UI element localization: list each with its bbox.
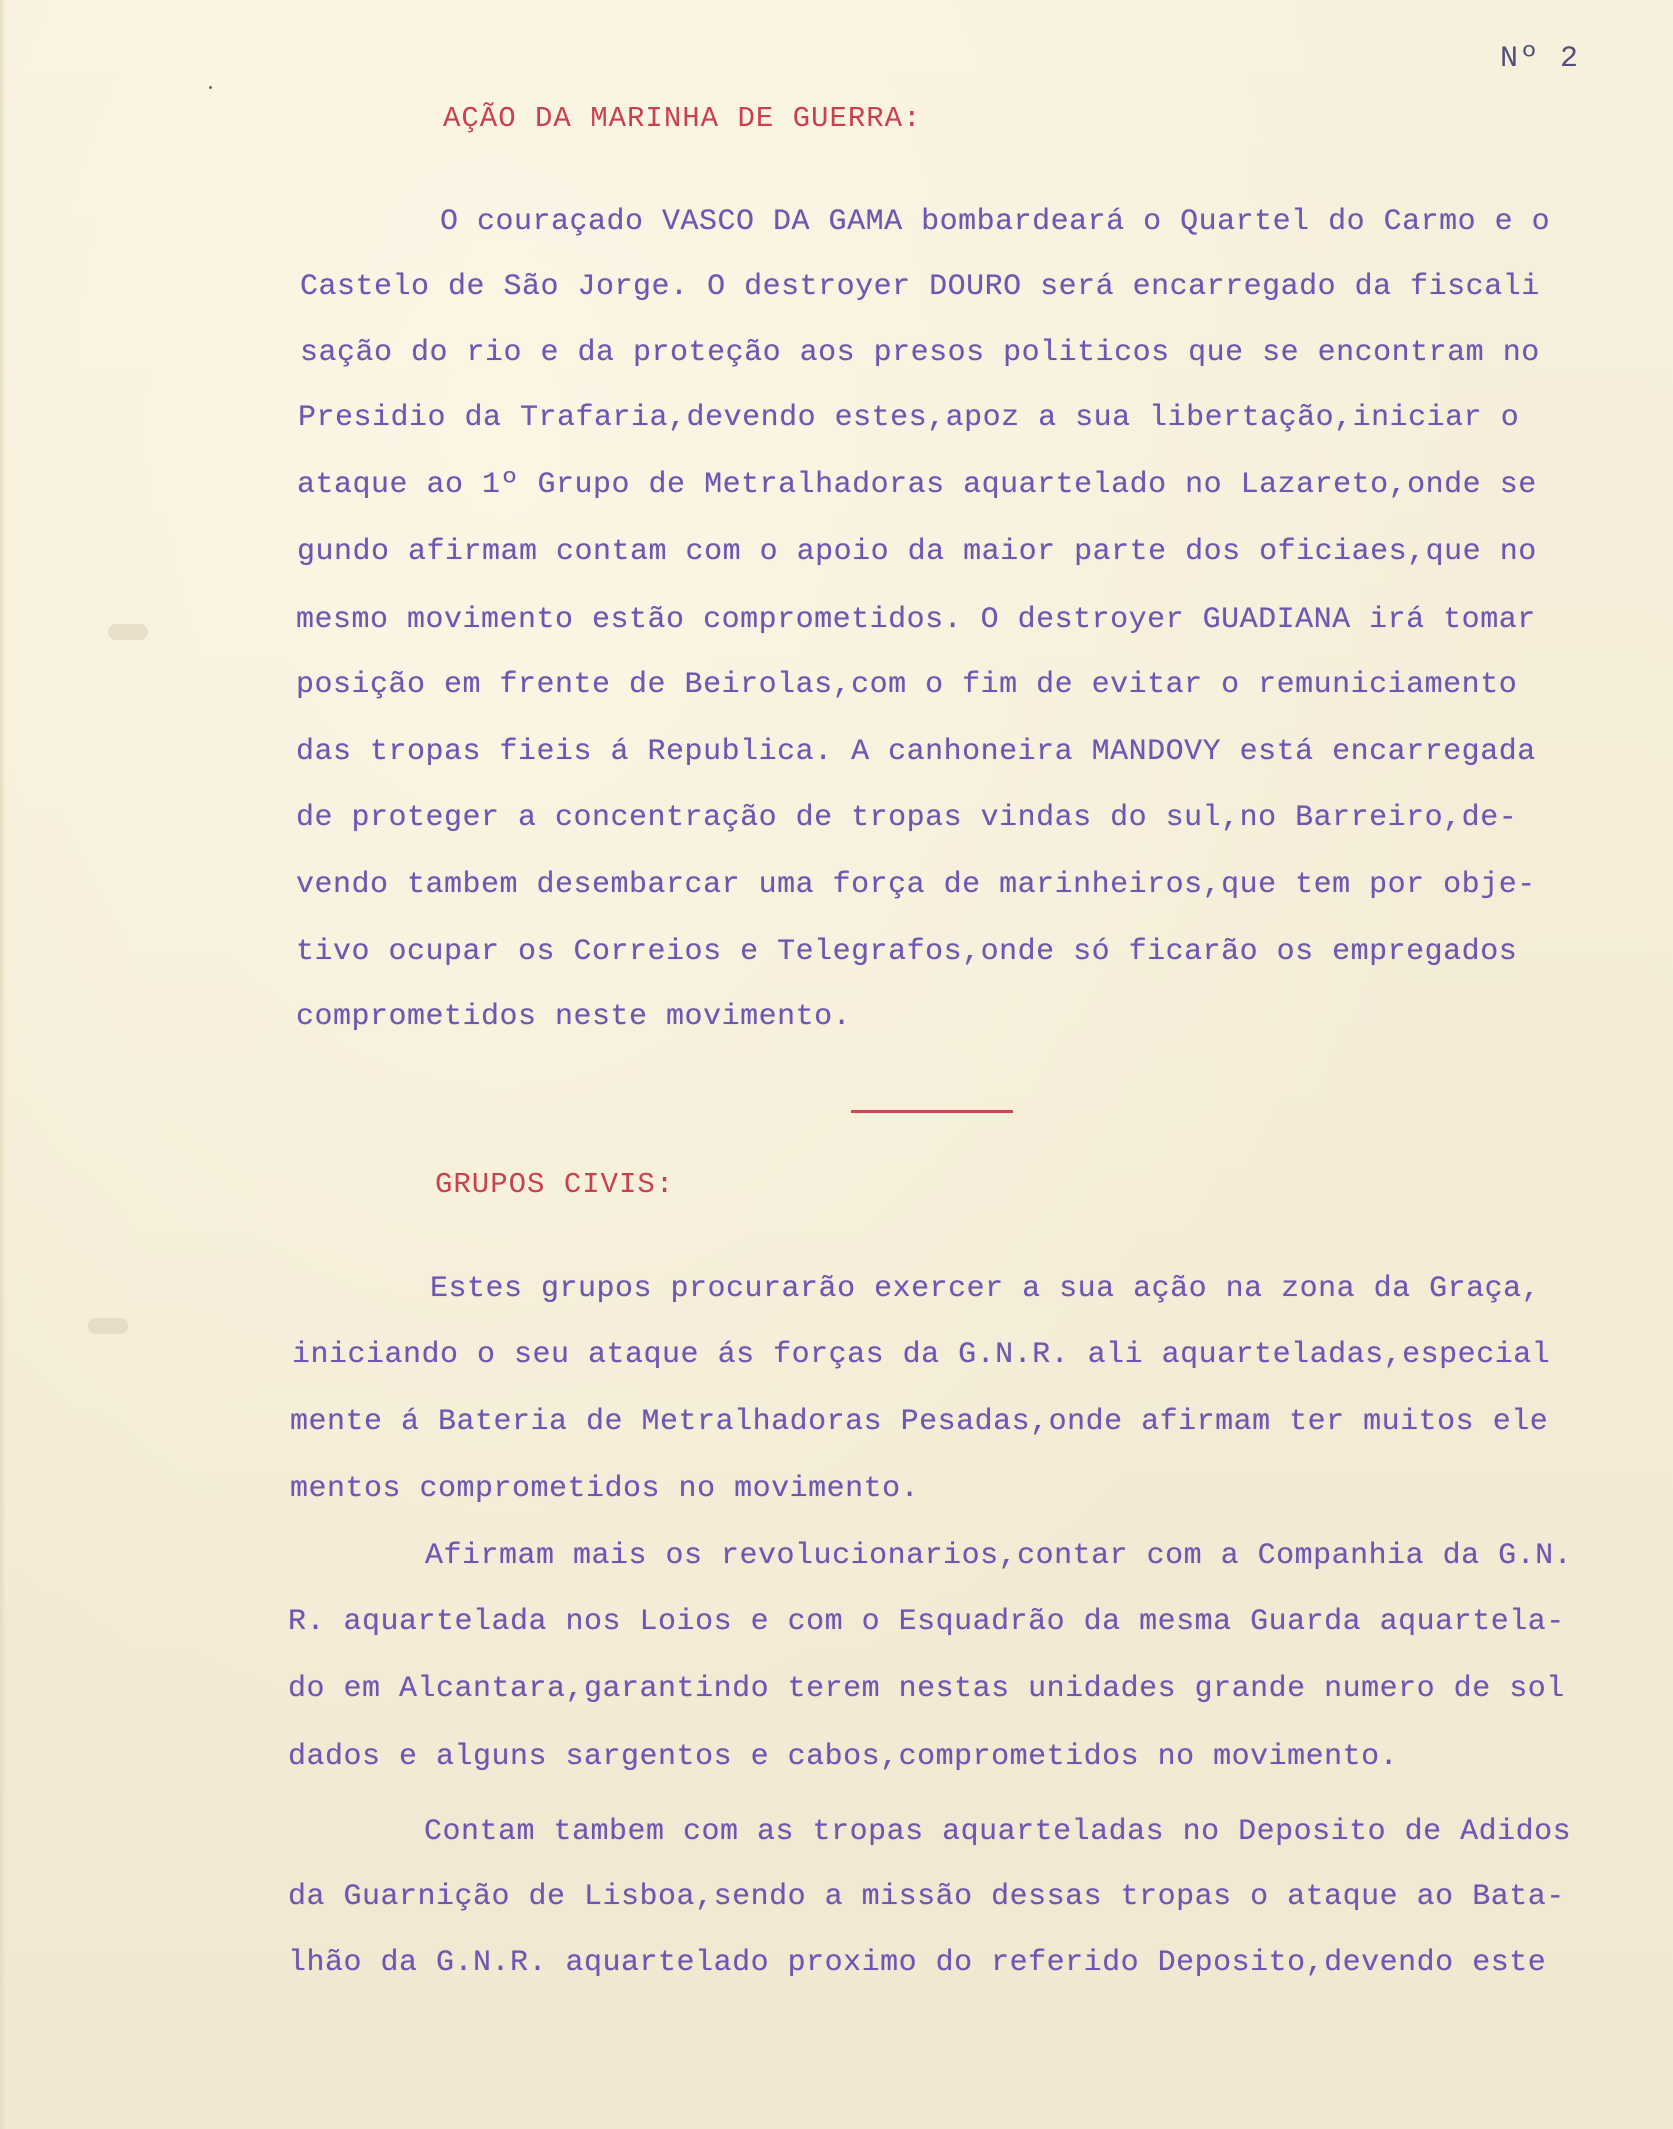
section-heading-marinha: AÇÃO DA MARINHA DE GUERRA: (443, 102, 922, 135)
body-line: ataque ao 1º Grupo de Metralhadoras aquartelado no Lazareto,onde se (297, 468, 1537, 502)
body-line: R. aquartelada nos Loios e com o Esquadrão da mesma Guarda aquartela- (288, 1605, 1565, 1639)
paper-edge (0, 0, 6, 2129)
body-line: dados e alguns sargentos e cabos,comprometidos no movimento. (288, 1740, 1399, 1774)
body-line: lhão da G.N.R. aquartelado proximo do referido Deposito,devendo este (288, 1946, 1547, 1980)
body-line: das tropas fieis á Republica. A canhoneira MANDOVY está encarregada (296, 735, 1536, 769)
body-line: mesmo movimento estão comprometidos. O destroyer GUADIANA irá tomar (296, 603, 1536, 637)
body-line: de proteger a concentração de tropas vindas do sul,no Barreiro,de- (296, 801, 1518, 835)
body-line: comprometidos neste movimento. (296, 1000, 852, 1034)
body-line: tivo ocupar os Correios e Telegrafos,onde só ficarão os empregados (296, 935, 1518, 969)
section-heading-grupos-civis: GRUPOS CIVIS: (435, 1168, 675, 1201)
body-line: da Guarnição de Lisboa,sendo a missão dessas tropas o ataque ao Bata- (288, 1880, 1565, 1914)
body-line: gundo afirmam contam com o apoio da maior parte dos oficiaes,que no (297, 535, 1537, 569)
punch-mark (108, 624, 148, 640)
body-line: iniciando o seu ataque ás forças da G.N.R. ali aquarteladas,especial (292, 1338, 1551, 1372)
body-line: mentos comprometidos no movimento. (290, 1472, 920, 1506)
body-line: Presidio da Trafaria,devendo estes,apoz a sua libertação,iniciar o (298, 401, 1520, 435)
body-line: Estes grupos procurarão exercer a sua ação na zona da Graça, (430, 1272, 1541, 1306)
body-line: Afirmam mais os revolucionarios,contar com a Companhia da G.N. (425, 1539, 1573, 1573)
body-line: Contam tambem com as tropas aquarteladas no Deposito de Adidos (424, 1815, 1572, 1849)
page-number: Nº 2 (1500, 42, 1581, 76)
body-line: vendo tambem desembarcar uma força de marinheiros,que tem por obje- (296, 868, 1536, 902)
body-line: posição em frente de Beirolas,com o fim de evitar o remuniciamento (296, 668, 1518, 702)
body-line: do em Alcantara,garantindo terem nestas unidades grande numero de sol (288, 1672, 1565, 1706)
punch-mark (88, 1318, 128, 1334)
body-line: sação do rio e da proteção aos presos politicos que se encontram no (300, 336, 1540, 370)
ink-speck (209, 86, 212, 89)
body-line: mente á Bateria de Metralhadoras Pesadas,onde afirmam ter muitos ele (290, 1405, 1549, 1439)
body-line: Castelo de São Jorge. O destroyer DOURO será encarregado da fiscali (300, 270, 1540, 304)
body-line: O couraçado VASCO DA GAMA bombardeará o Quartel do Carmo e o (440, 205, 1551, 239)
section-divider (851, 1110, 1013, 1113)
